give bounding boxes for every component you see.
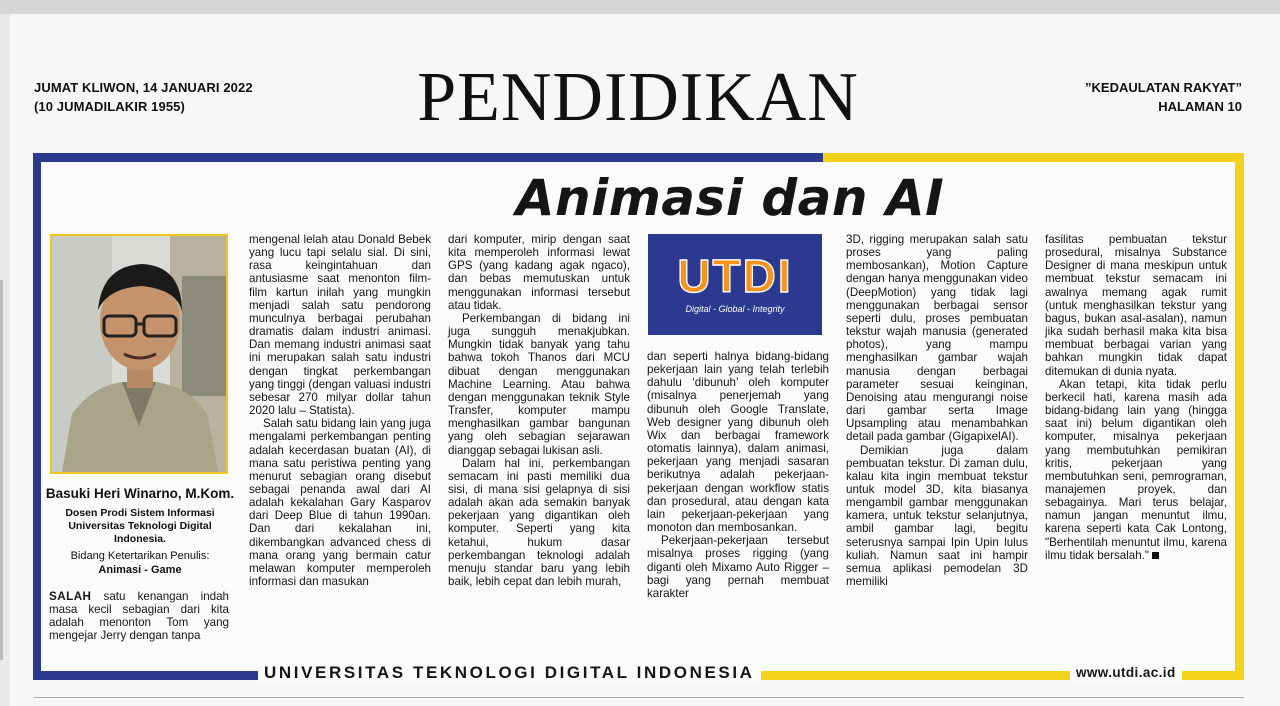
logo-tagline: Digital - Global - Integrity: [685, 304, 785, 314]
paragraph: Dalam hal ini, perkembangan semacam ini pasti memiliki dua sisi, di mana sisi gelapnya di sisi adalah akan ada semakin banyak pekerjaan yang digantikan oleh komputer. Seperti yang kita ketahui, hukum dasar perkembangan teknologi adalah menuju standar baru yang lebih baik, lebih cepat dan lebih murah,: [448, 456, 630, 589]
footer-url[interactable]: www.utdi.ac.id: [1070, 662, 1182, 684]
article-column-1: [49, 590, 229, 643]
masthead-date: [34, 78, 253, 116]
frame-top-blue: [33, 153, 823, 162]
author-position: [44, 507, 236, 546]
paragraph: Demikian juga dalam pembuatan tekstur. Di zaman dulu, kalau kita ingin membuat tekstur untuk model 3D, kita biasanya mengambil gambar menggunakan kamera, untuk tekstur selanjutnya, ambil gambar lagi, begitu seterusnya sampai Ipin Upin lulus kuliah. Namun saat ini hampir semua aplikasi pemodelan 3D memiliki: [846, 443, 1028, 589]
article-column-6: [1045, 233, 1227, 562]
article-column-4: [647, 350, 829, 600]
paragraph-text: satu kenangan indah masa kecil sebagian dari kita adalah menonton Tom yang mengejar Jerry dengan tanpa: [49, 590, 229, 643]
frame-right-yellow: [1235, 153, 1244, 680]
paragraph: dari komputer, mirip dengan saat kita memperoleh informasi lewat GPS (yang kadang agak ngaco), dan bebas memutuskan untuk menggunakan informasi tersebut atau tidak.: [448, 233, 630, 312]
paragraph: Salah satu bidang lain yang juga mengalami perkembangan penting adalah kecerdasan buatan (AI), di mana satu peristiwa penting yang menurut sebagian orang disebut sebagai penanda awal dari AI adalah kekalahan Gary Kasparov dari Deep Blue di tahun 1990an. Dan dari kekalahan ini, dikembangkan advanced chess di mana orang yang bermain catur melawan komputer memperoleh informasi dan masukan: [249, 417, 431, 589]
article-column-2: [249, 233, 431, 588]
page-number: HALAMAN 10: [1158, 99, 1242, 114]
paragraph: 3D, rigging merupakan salah satu proses yang paling membosankan), Motion Capture dengan hanya menggunakan video (DeepMotion) yang tidak lagi menggunakan berbagai sensor seperti dulu, proses pembuatan tekstur wajah manusia (generated photos), yang mampu menghasilkan gambar wajah manusia dengan berbagai parameter sesuai keinginan, Denoising atau mengurangi noise dari gambar serta Image Upsampling atau menambahkan detail pada gambar (GigapixelAI).: [846, 233, 1028, 444]
article-column-5: [846, 233, 1028, 588]
author-interest-label: Bidang Ketertarikan Penulis:: [70, 550, 210, 562]
author-block: [44, 485, 236, 577]
paragraph: [1045, 378, 1227, 562]
paragraph: mengenal lelah atau Donald Bebek yang lucu tapi selalu sial. Di sini, rasa keingintahuan dan antusiasme saat menonton film-film kartun inilah yang mungkin menjadi salah satu pendorong munculnya berbagai perubahan dramatis dalam industri animasi. Dan memang industri animasi saat ini merupakan salah satu industri dengan tingkat perkembangan yang tinggi (dengan valuasi industri sebesar 270 milyar dollar tahun 2020 lalu – Statista).: [249, 233, 431, 418]
section-title: PENDIDIKAN: [417, 59, 859, 136]
author-affiliation-line: Universitas Teknologi Digital Indonesia.: [68, 520, 212, 545]
hijri-date-line: (10 JUMADILAKIR 1955): [34, 99, 185, 114]
frame-left-blue: [33, 153, 41, 680]
paper-name: ”KEDAULATAN RAKYAT”: [1085, 80, 1242, 95]
utdi-logo: [648, 234, 822, 335]
masthead-paper: [1085, 78, 1242, 116]
paragraph: fasilitas pembuatan tekstur prosedural, misalnya Substance Designer di mana meskipun untuk membuat tekstur semacam ini awalnya memang agak rumit (untuk menghasilkan tekstur yang bagus, bukan asal-asalan), namun jika sudah berhasil maka kita bisa membuat berbagai varian yang bahkan mungkin tidak dapat ditemukan di dunia nyata.: [1045, 233, 1227, 378]
frame-top-yellow: [823, 153, 1244, 162]
utdi-logo-graphic: [648, 234, 822, 335]
author-photo: [50, 234, 228, 474]
bottom-rule: [34, 697, 1244, 698]
article-headline: Animasi dan AI: [515, 169, 945, 227]
end-mark-icon: [1152, 552, 1159, 559]
author-portrait-image: [52, 236, 226, 472]
footer-university: UNIVERSITAS TEKNOLOGI DIGITAL INDONESIA: [258, 662, 761, 684]
logo-wordmark: UTDI: [677, 250, 793, 302]
paragraph: Perkembangan di bidang ini juga sungguh menakjubkan. Mungkin tidak banyak yang tahu bahwa tokoh Thanos dari MCU dibuat dengan menggunakan Machine Learning. Atau bahwa dengan menggunakan teknik Style Transfer, komputer mampu menghasilkan gambar bangunan yang oleh sebagian sejarawan dianggap sebagai lukisan asli.: [448, 311, 630, 457]
article-column-3: [448, 233, 630, 588]
author-name: Basuki Heri Winarno, M.Kom.: [45, 486, 235, 501]
paragraph-text: Akan tetapi, kita tidak perlu berkecil hati, karena masih ada bidang-bidang lain yang (hingga saat ini) belum digantikan oleh komputer, misalnya pekerjaan yang membutuhkan pemikiran kritis, pekerjaan yang membutuhkan seni, pemrograman, manajemen proyek, dan sebagainya. Mari terus belajar, namun jangan menuntut ilmu, karena seperti kata Cak Lontong, "Berhentilah menuntut ilmu, karena ilmu tidak bersalah.": [1045, 377, 1227, 562]
page-edge: [0, 280, 3, 660]
author-position-line: Dosen Prodi Sistem Informasi: [65, 507, 215, 519]
paragraph: Pekerjaan-pekerjaan tersebut misalnya proses rigging (yang diganti oleh Mixamo Auto Rigger – bagi yang pernah membuat karakter: [647, 534, 829, 600]
date-line: JUMAT KLIWON, 14 JANUARI 2022: [34, 80, 253, 95]
author-interest-value: Animasi - Game: [98, 564, 182, 576]
lead-word: SALAH: [49, 590, 92, 603]
screen-top-bar: [0, 0, 1280, 14]
paragraph: dan seperti halnya bidang-bidang pekerjaan lain yang telah terlebih dahulu ‘dibunuh’ oleh komputer (misalnya penerjemah yang dibunuh oleh Google Translate, Web designer yang dibunuh oleh Wix dan berbagai framework otomatis lainnya), dalam animasi, pekerjaan yang menjadi sasaran berikutnya adalah pekerjaan-pekerjaan dengan workflow statis dan prosedural, atau dengan kata lain pekerjaan-pekerjaan yang monoton dan membosankan.: [647, 350, 829, 535]
paragraph: [49, 590, 229, 643]
